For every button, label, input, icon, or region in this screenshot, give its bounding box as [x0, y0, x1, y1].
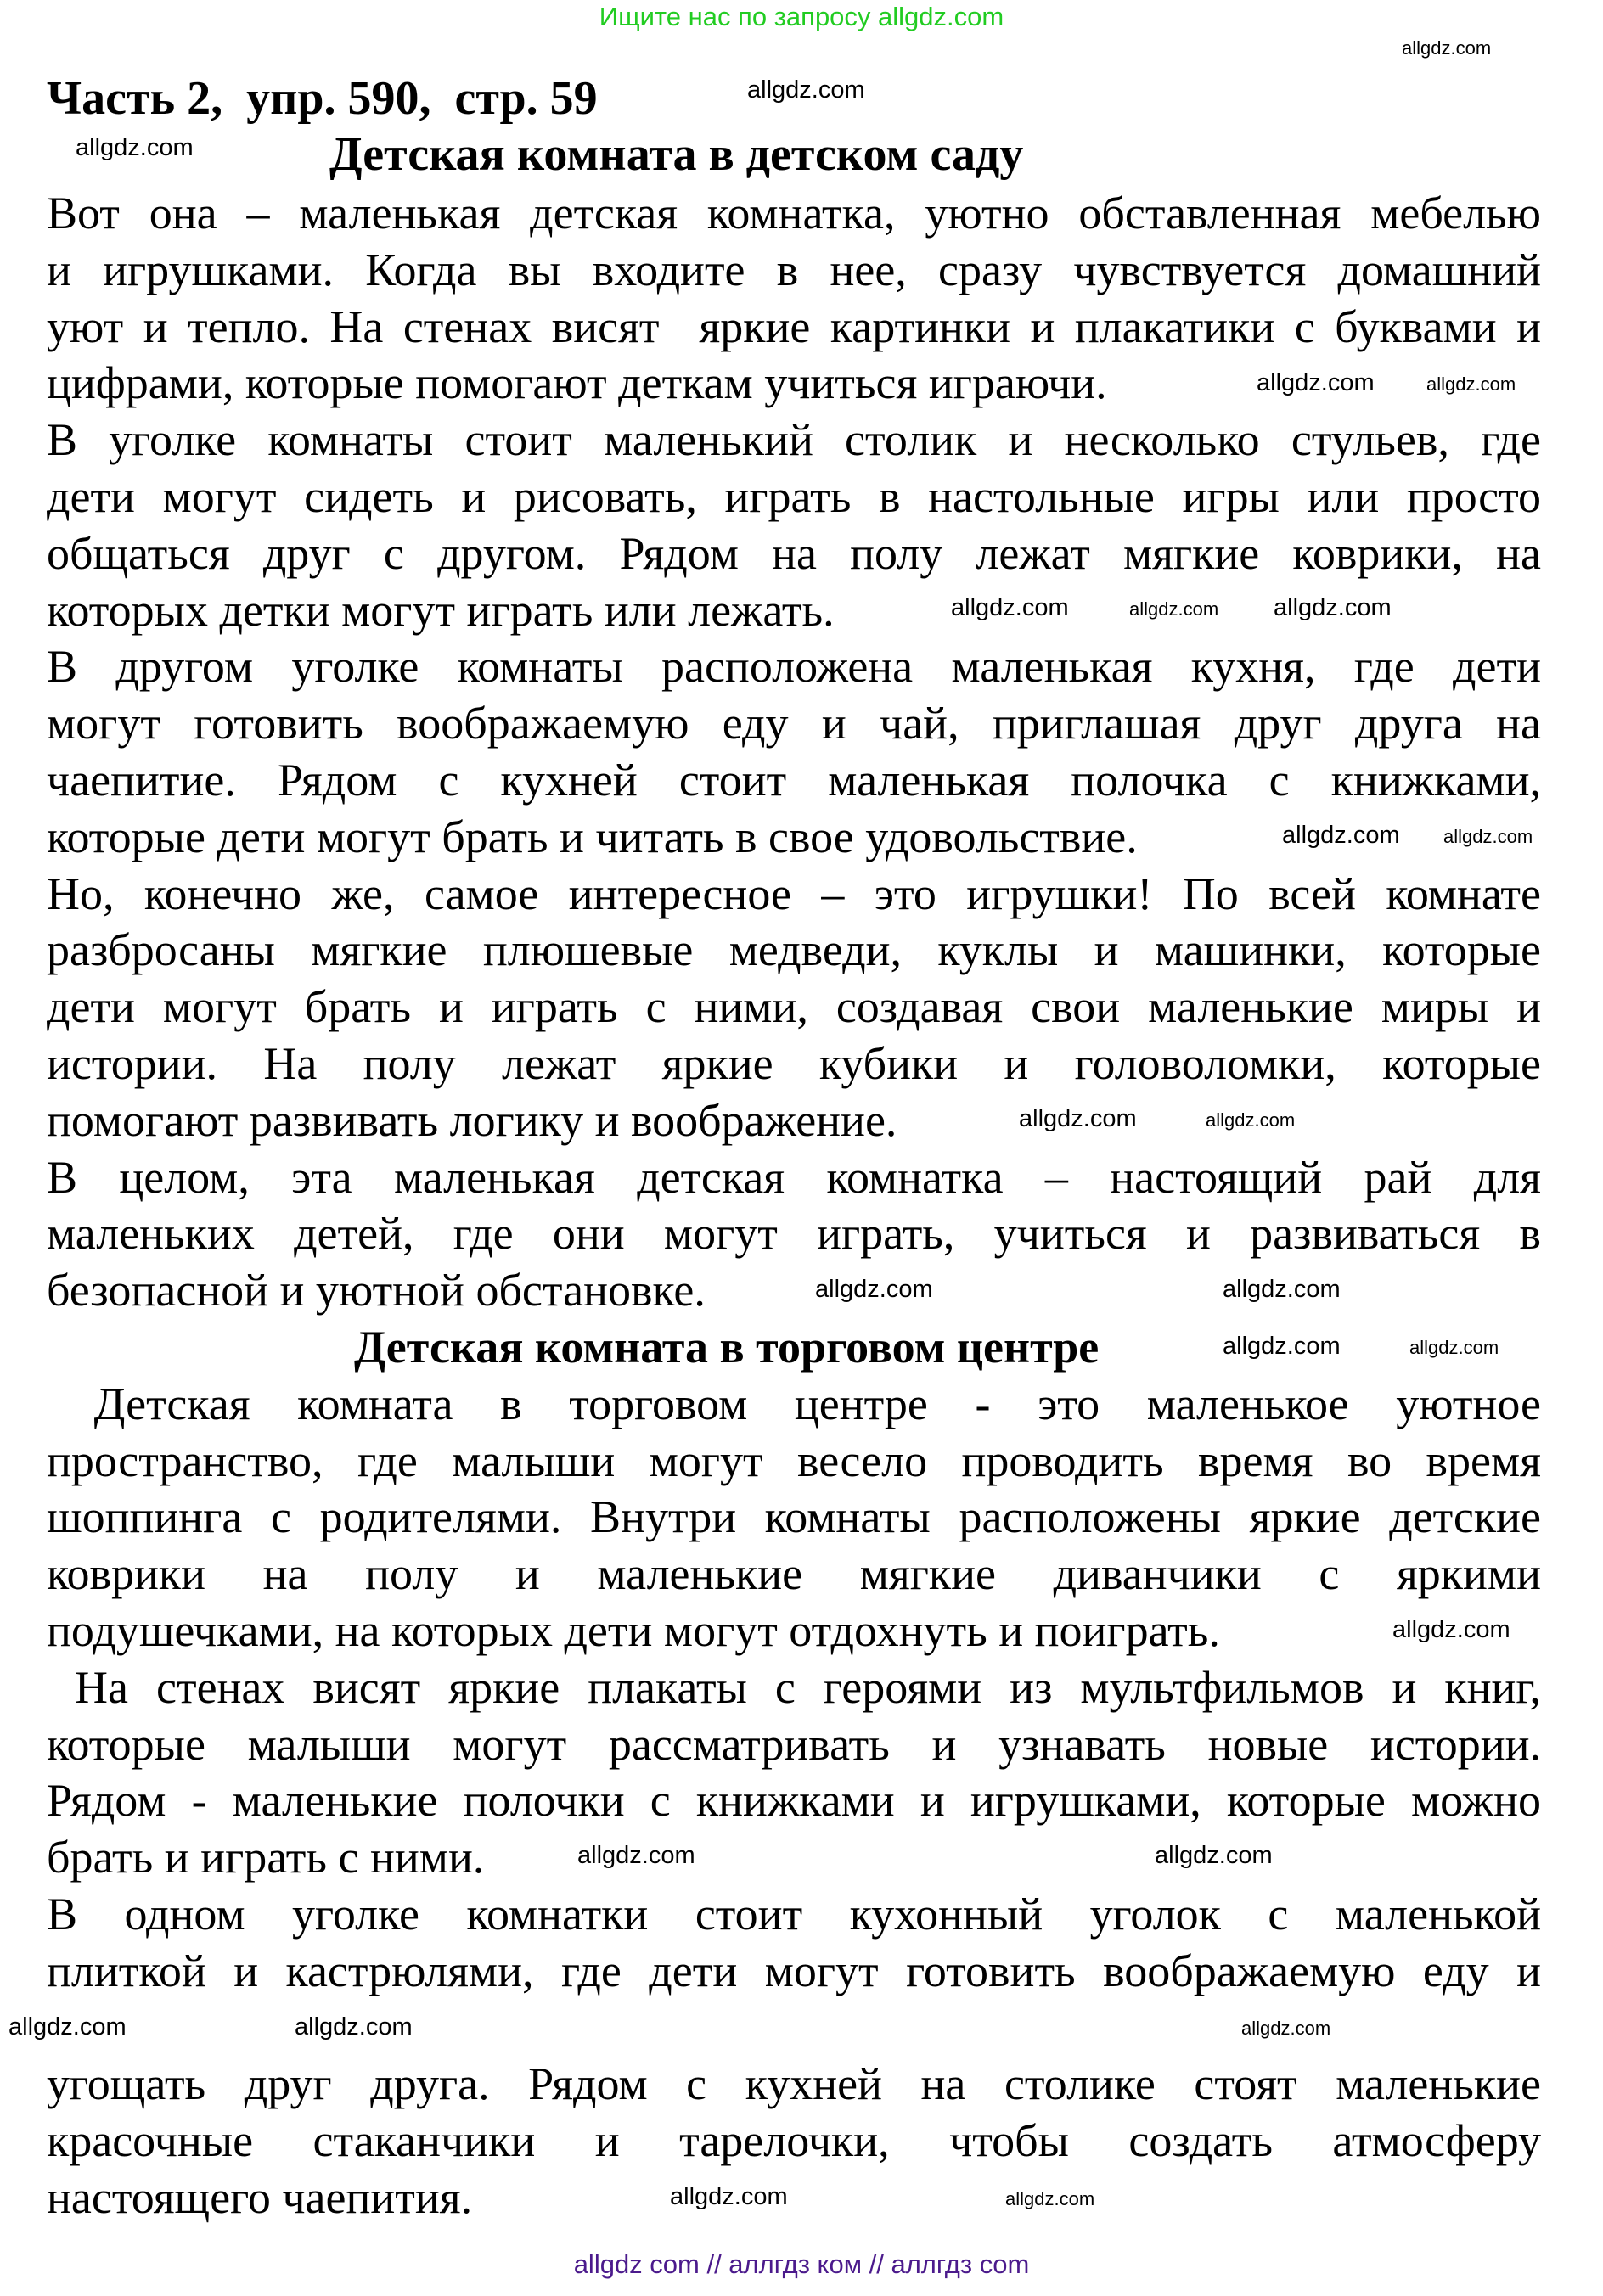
- text-line: которые дети могут брать и читать в свое удовольствие.: [47, 811, 1138, 862]
- watermark: allgdz.com: [1223, 1276, 1341, 1303]
- text-line: коврики на полу и маленькие мягкие диванчики с яркими: [47, 1548, 1541, 1600]
- text-line: плиткой и кастрюлями, где дети могут готовить воображаемую еду и: [47, 1945, 1541, 1996]
- watermark: allgdz.com: [1206, 1109, 1296, 1131]
- text-line: угощать друг друга. Рядом с кухней на столике стоят маленькие: [47, 2058, 1541, 2110]
- text-line: чаепитие. Рядом с кухней стоит маленькая полочка с книжками,: [47, 754, 1541, 806]
- text-line: могут готовить воображаемую еду и чай, приглашая друг друга на: [47, 698, 1541, 749]
- text-line: уют и тепло. На стенах висят яркие картинки и плакатики с буквами и: [47, 300, 1541, 352]
- search-banner: Ищите нас по запросу allgdz.com: [599, 2, 1004, 31]
- watermark: allgdz.com: [76, 134, 194, 161]
- text-line: общаться друг с другом. Рядом на полу лежат мягкие коврики, на: [47, 527, 1541, 579]
- text-line: которых детки могут играть или лежать.: [47, 584, 835, 636]
- text-line: цифрами, которые помогают деткам учиться играючи.: [47, 357, 1107, 409]
- text-line: пространство, где малыши могут весело проводить время во время: [47, 1434, 1541, 1486]
- text-line: Вот она – маленькая детская комнатка, уютно обставленная мебелью: [47, 188, 1541, 239]
- watermark: allgdz.com: [1129, 598, 1219, 620]
- watermark: allgdz.com: [1241, 2018, 1331, 2039]
- text-line: В целом, эта маленькая детская комнатка – настоящий рай для: [47, 1151, 1541, 1203]
- watermark: allgdz.com: [1274, 594, 1392, 621]
- text-line: Детская комната в торговом центре - это маленькое уютное: [47, 1378, 1541, 1429]
- watermark: allgdz.com: [670, 2183, 788, 2210]
- watermark: allgdz.com: [747, 76, 865, 104]
- section-heading-kindergarten: Детская комната в детском саду: [329, 128, 1024, 181]
- text-line: красочные стаканчики и тарелочки, чтобы создать атмосферу: [47, 2115, 1541, 2167]
- text-line: которые малыши могут рассматривать и узнавать новые истории.: [47, 1718, 1541, 1770]
- text-line: истории. На полу лежат яркие кубики и головоломки, которые: [47, 1037, 1541, 1089]
- text-line: В уголке комнаты стоит маленький столик и несколько стульев, где: [47, 414, 1541, 466]
- page-title: Часть 2, упр. 590, стр. 59: [47, 72, 598, 125]
- text-line: Рядом - маленькие полочки с книжками и игрушками, которые можно: [47, 1775, 1541, 1827]
- watermark: allgdz.com: [1019, 1105, 1137, 1132]
- text-line: Но, конечно же, самое интересное – это игрушки! По всей комнате: [47, 867, 1541, 919]
- text-line: дети могут сидеть и рисовать, играть в настольные игры или просто: [47, 470, 1541, 522]
- text-line: В одном уголке комнатки стоит кухонный уголок с маленькой: [47, 1888, 1541, 1940]
- text-line: В другом уголке комнаты расположена маленькая кухня, где дети: [47, 641, 1541, 693]
- text-line: маленьких детей, где они могут играть, учиться и развиваться в: [47, 1208, 1541, 1260]
- watermark: allgdz.com: [295, 2013, 413, 2041]
- watermark: allgdz.com: [1155, 1842, 1273, 1869]
- text-line: На стенах висят яркие плакаты с героями из мультфильмов и книг,: [47, 1661, 1541, 1713]
- text-line: и игрушками. Когда вы входите в нее, сразу чувствуется домашний: [47, 244, 1541, 295]
- text-line: настоящего чаепития.: [47, 2171, 473, 2223]
- watermark: allgdz.com: [1282, 822, 1400, 849]
- watermark: allgdz.com: [8, 2013, 127, 2041]
- essay-text: [47, 185, 1541, 2226]
- watermark: allgdz.com: [815, 1276, 933, 1303]
- text-line: помогают развивать логику и воображение.: [47, 1094, 897, 1146]
- text-line: шоппинга с родителями. Внутри комнаты расположены яркие детские: [47, 1491, 1541, 1543]
- watermark: allgdz.com: [1223, 1333, 1341, 1360]
- section-heading-mall: Детская комната в торговом центре: [354, 1321, 1100, 1373]
- text-line: дети могут брать и играть с ними, создавая свои маленькие миры и: [47, 981, 1541, 1033]
- watermark: allgdz.com: [1443, 826, 1533, 847]
- watermark: allgdz.com: [1409, 1337, 1499, 1358]
- text-line: подушечками, на которых дети могут отдохнуть и поиграть.: [47, 1604, 1220, 1656]
- watermark: allgdz.com: [1005, 2188, 1095, 2209]
- watermark: allgdz.com: [951, 594, 1069, 621]
- watermark: allgdz.com: [1392, 1616, 1510, 1643]
- watermark: allgdz.com: [1402, 37, 1492, 59]
- text-line: брать и играть с ними.: [47, 1832, 485, 1883]
- text-line: безопасной и уютной обстановке.: [47, 1265, 706, 1316]
- watermark: allgdz.com: [1426, 373, 1516, 395]
- watermark: allgdz.com: [577, 1842, 695, 1869]
- footer-watermark: allgdz com // аллгдз ком // аллгдз com: [573, 2249, 1030, 2279]
- watermark: allgdz.com: [1257, 369, 1375, 396]
- text-line: разбросаны мягкие плюшевые медведи, куклы и машинки, которые: [47, 924, 1541, 976]
